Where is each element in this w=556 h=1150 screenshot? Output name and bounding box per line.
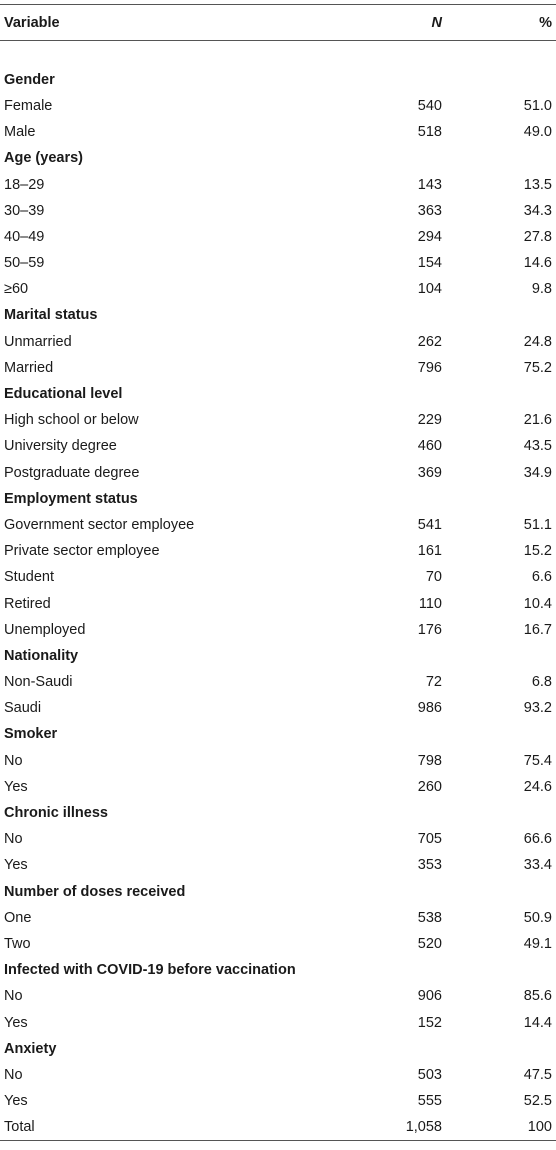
row-percent-value: 21.6 — [523, 412, 552, 429]
row-label: 40–49 — [4, 228, 45, 245]
row-label: No — [4, 831, 23, 848]
table-row — [0, 1062, 556, 1088]
table-group-header — [0, 67, 556, 93]
table-row — [0, 590, 556, 616]
table-row — [0, 355, 556, 381]
row-percent-value: 34.9 — [523, 464, 552, 481]
table-row — [0, 460, 556, 486]
row-n-value: 143 — [417, 176, 442, 193]
row-label: Yes — [4, 778, 28, 795]
row-percent-value: 6.6 — [531, 569, 552, 586]
row-percent-value: 14.4 — [523, 1014, 552, 1031]
row-percent-value: 50.9 — [523, 909, 552, 926]
header-spacer — [0, 41, 556, 67]
row-label: Yes — [4, 857, 28, 874]
row-label: No — [4, 988, 23, 1005]
row-n-value: 540 — [417, 97, 442, 114]
group-label: Age (years) — [4, 150, 83, 167]
row-label: 50–59 — [4, 255, 45, 272]
row-percent-value: 10.4 — [523, 595, 552, 612]
table-row — [0, 512, 556, 538]
row-percent-value: 75.4 — [523, 752, 552, 769]
table-row — [0, 93, 556, 119]
row-label: Unemployed — [4, 621, 86, 638]
row-n-value: 262 — [417, 333, 442, 350]
row-n-value: 294 — [417, 228, 442, 245]
table-body — [0, 41, 556, 1141]
row-label: University degree — [4, 438, 117, 455]
row-percent-value: 6.8 — [531, 674, 552, 691]
group-label: Chronic illness — [4, 805, 108, 822]
row-percent-value: 51.1 — [523, 516, 552, 533]
row-label: Male — [4, 124, 36, 141]
group-label: Educational level — [4, 386, 123, 403]
row-n-value: 152 — [417, 1014, 442, 1031]
table-group-header — [0, 145, 556, 171]
row-n-value: 353 — [417, 857, 442, 874]
header-percent: % — [480, 5, 556, 41]
row-n-value: 460 — [417, 438, 442, 455]
table-row — [0, 748, 556, 774]
row-label: High school or below — [4, 412, 139, 429]
table-row — [0, 1114, 556, 1140]
row-label: Yes — [4, 1014, 28, 1031]
table-group-header — [0, 721, 556, 747]
row-percent-value: 13.5 — [523, 176, 552, 193]
table-row — [0, 617, 556, 643]
row-n-value: 154 — [417, 255, 442, 272]
row-label: Two — [4, 935, 31, 952]
group-label: Infected with COVID-19 before vaccination — [4, 962, 296, 979]
row-percent-value: 85.6 — [523, 988, 552, 1005]
row-n-value: 72 — [425, 674, 442, 691]
table-row — [0, 695, 556, 721]
row-label: Total — [0, 1114, 376, 1140]
row-percent-value: 15.2 — [523, 543, 552, 560]
table-group-header — [0, 302, 556, 328]
group-label: Marital status — [4, 307, 98, 324]
header-n: N — [376, 5, 480, 41]
group-label: Anxiety — [4, 1040, 57, 1057]
row-n-value: 986 — [417, 700, 442, 717]
group-label: Gender — [4, 71, 55, 88]
table-row — [0, 538, 556, 564]
row-n-value: 70 — [425, 569, 442, 586]
group-label: Employment status — [4, 490, 138, 507]
row-label: Retired — [4, 595, 51, 612]
row-label: Government sector employee — [4, 516, 195, 533]
table-row — [0, 198, 556, 224]
row-label: Saudi — [4, 700, 42, 717]
row-percent-value: 93.2 — [523, 700, 552, 717]
row-label: Postgraduate degree — [4, 464, 140, 481]
demographics-table — [0, 4, 556, 1141]
row-percent-value: 43.5 — [523, 438, 552, 455]
row-label: No — [4, 1066, 23, 1083]
row-n-value: 518 — [417, 124, 442, 141]
row-n-value: 369 — [417, 464, 442, 481]
row-n-value: 538 — [417, 909, 442, 926]
row-percent-value: 24.8 — [523, 333, 552, 350]
row-n-value: 555 — [417, 1093, 442, 1110]
row-percent-value: 49.0 — [523, 124, 552, 141]
table-row — [0, 931, 556, 957]
header-row — [0, 5, 556, 41]
group-label: Nationality — [4, 647, 79, 664]
table-row — [0, 669, 556, 695]
row-label: Yes — [4, 1093, 28, 1110]
table-row — [0, 983, 556, 1009]
row-n-value: 104 — [417, 281, 442, 298]
table-header — [0, 5, 556, 41]
table-row — [0, 826, 556, 852]
row-percent-value: 34.3 — [523, 202, 552, 219]
row-n-value: 363 — [417, 202, 442, 219]
row-percent-value: 24.6 — [523, 778, 552, 795]
table-group-header — [0, 486, 556, 512]
demographics-table-container — [0, 4, 556, 1150]
group-label: Smoker — [4, 726, 58, 743]
row-n-value: 520 — [417, 935, 442, 952]
row-percent-value: 47.5 — [523, 1066, 552, 1083]
table-row — [0, 250, 556, 276]
table-row — [0, 433, 556, 459]
header-variable: Variable — [0, 5, 376, 41]
table-group-header — [0, 1036, 556, 1062]
row-percent-value: 14.6 — [523, 255, 552, 272]
table-row — [0, 119, 556, 145]
table-row — [0, 407, 556, 433]
row-percent-value: 27.8 — [523, 228, 552, 245]
table-row — [0, 564, 556, 590]
table-row — [0, 774, 556, 800]
row-percent-value: 33.4 — [523, 857, 552, 874]
row-n-value: 229 — [417, 412, 442, 429]
row-percent-value: 49.1 — [523, 935, 552, 952]
row-label: 18–29 — [4, 176, 45, 193]
row-n-value: 176 — [417, 621, 442, 638]
table-row — [0, 329, 556, 355]
row-label: Private sector employee — [4, 543, 160, 560]
row-label: Non-Saudi — [4, 674, 73, 691]
row-n-value: 705 — [417, 831, 442, 848]
row-n-value: 503 — [417, 1066, 442, 1083]
row-n-value: 110 — [418, 595, 442, 612]
row-percent-value: 75.2 — [523, 359, 552, 376]
table-group-header — [0, 879, 556, 905]
row-label: 30–39 — [4, 202, 45, 219]
row-percent-value: 52.5 — [523, 1093, 552, 1110]
row-label: One — [4, 909, 32, 926]
row-n-value: 796 — [417, 359, 442, 376]
group-label: Number of doses received — [4, 883, 186, 900]
row-label: No — [4, 752, 23, 769]
row-label: Female — [4, 97, 53, 114]
row-percent-value: 100 — [480, 1114, 556, 1140]
row-label: Unmarried — [4, 333, 72, 350]
row-n-value: 798 — [417, 752, 442, 769]
table-group-header — [0, 643, 556, 669]
row-percent-value: 51.0 — [523, 97, 552, 114]
table-row — [0, 224, 556, 250]
row-label: Married — [4, 359, 54, 376]
table-row — [0, 852, 556, 878]
row-percent-value: 66.6 — [523, 831, 552, 848]
row-n-value: 541 — [417, 516, 442, 533]
row-label: ≥60 — [4, 281, 29, 298]
row-n-value: 260 — [417, 778, 442, 795]
table-row — [0, 1088, 556, 1114]
row-percent-value: 9.8 — [531, 281, 552, 298]
table-group-header — [0, 381, 556, 407]
table-group-header — [0, 800, 556, 826]
row-n-value: 1,058 — [376, 1114, 480, 1140]
table-row — [0, 1009, 556, 1035]
row-n-value: 161 — [417, 543, 442, 560]
table-row — [0, 171, 556, 197]
row-n-value: 906 — [417, 988, 442, 1005]
row-percent-value: 16.7 — [523, 621, 552, 638]
table-row — [0, 276, 556, 302]
table-group-header — [0, 957, 556, 983]
table-row — [0, 905, 556, 931]
row-label: Student — [4, 569, 54, 586]
